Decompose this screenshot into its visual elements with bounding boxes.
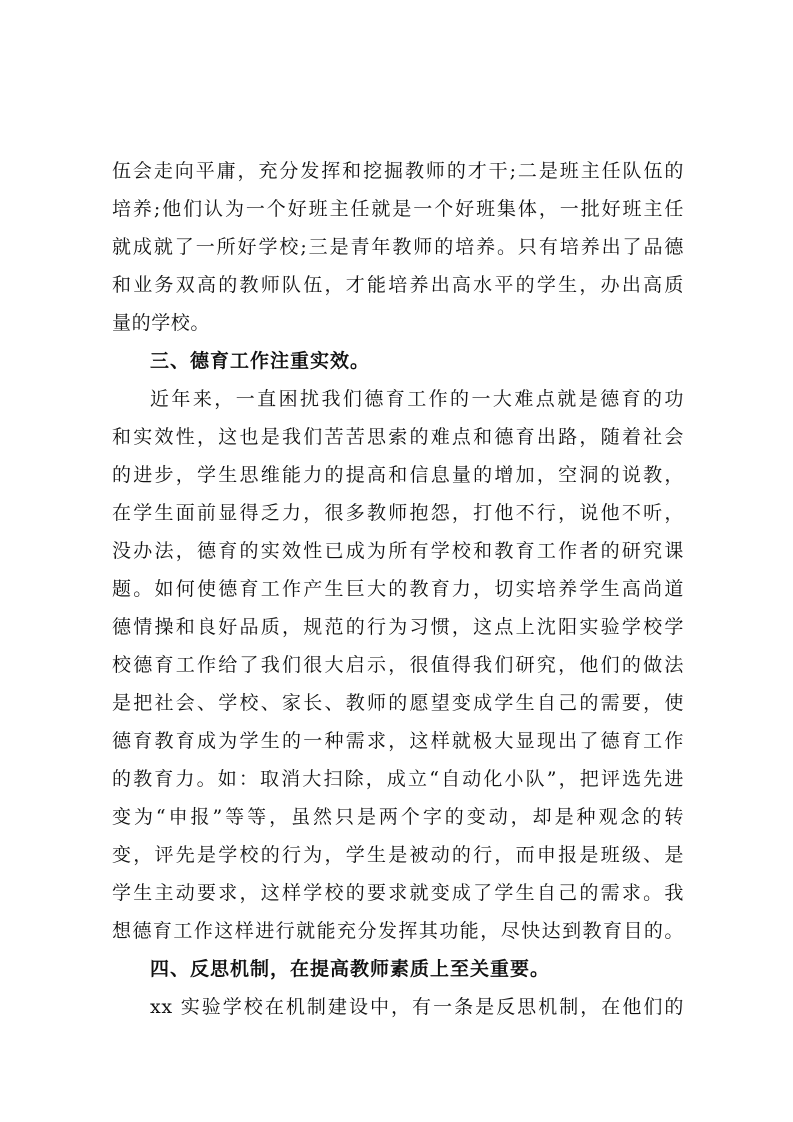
body-text-line: 的教育力。如：取消大扫除，成立“自动化小队”，把评选先进 <box>112 768 684 790</box>
body-text-line: 和业务双高的教师队伍，才能培养出高水平的学生，办出高质 <box>112 274 684 296</box>
body-text-line: 量的学校。 <box>112 312 211 334</box>
body-text-line: 变，评先是学校的行为，学生是被动的行，而申报是班级、是 <box>112 844 684 866</box>
body-text-line: 伍会走向平庸，充分发挥和挖掘教师的才干;二是班主任队伍的 <box>112 160 684 182</box>
body-text-line: 想德育工作这样进行就能充分发挥其功能，尽快达到教育目的。 <box>112 920 684 942</box>
body-text-line: 德育教育成为学生的一种需求，这样就极大显现出了德育工作 <box>112 730 684 752</box>
body-text-line: 德情操和良好品质，规范的行为习惯，这点上沈阳实验学校学 <box>112 616 684 638</box>
body-text-line: 的进步，学生思维能力的提高和信息量的增加，空洞的说教， <box>112 464 684 486</box>
body-text-line: 学生主动要求，这样学校的要求就变成了学生自己的需求。我 <box>112 882 684 904</box>
body-text-line: 是把社会、学校、家长、教师的愿望变成学生自己的需要，使 <box>112 692 684 714</box>
body-text-line: 没办法，德育的实效性已成为所有学校和教育工作者的研究课 <box>112 540 684 562</box>
body-text-line: 近年来，一直困扰我们德育工作的一大难点就是德育的功 <box>150 388 684 410</box>
body-text-line: 就成就了一所好学校;三是青年教师的培养。只有培养出了品德 <box>112 236 684 258</box>
body-text-line: 变为“申报”等等，虽然只是两个字的变动，却是种观念的转 <box>112 806 684 828</box>
body-text-line: 校德育工作给了我们很大启示，很值得我们研究，他们的做法 <box>112 654 684 676</box>
body-text-line: 题。如何使德育工作产生巨大的教育力，切实培养学生高尚道 <box>112 578 684 600</box>
body-text-line: 培养;他们认为一个好班主任就是一个好班集体，一批好班主任 <box>112 198 684 220</box>
body-text-line: xx 实验学校在机制建设中，有一条是反思机制，在他们的 <box>150 996 684 1018</box>
body-text-line: 和实效性，这也是我们苦苦思索的难点和德育出路，随着社会 <box>112 426 684 448</box>
section-heading: 四、反思机制，在提高教师素质上至关重要。 <box>150 958 551 980</box>
section-heading: 三、德育工作注重实效。 <box>150 350 371 372</box>
body-text-line: 在学生面前显得乏力，很多教师抱怨，打他不行，说他不听， <box>112 502 684 524</box>
